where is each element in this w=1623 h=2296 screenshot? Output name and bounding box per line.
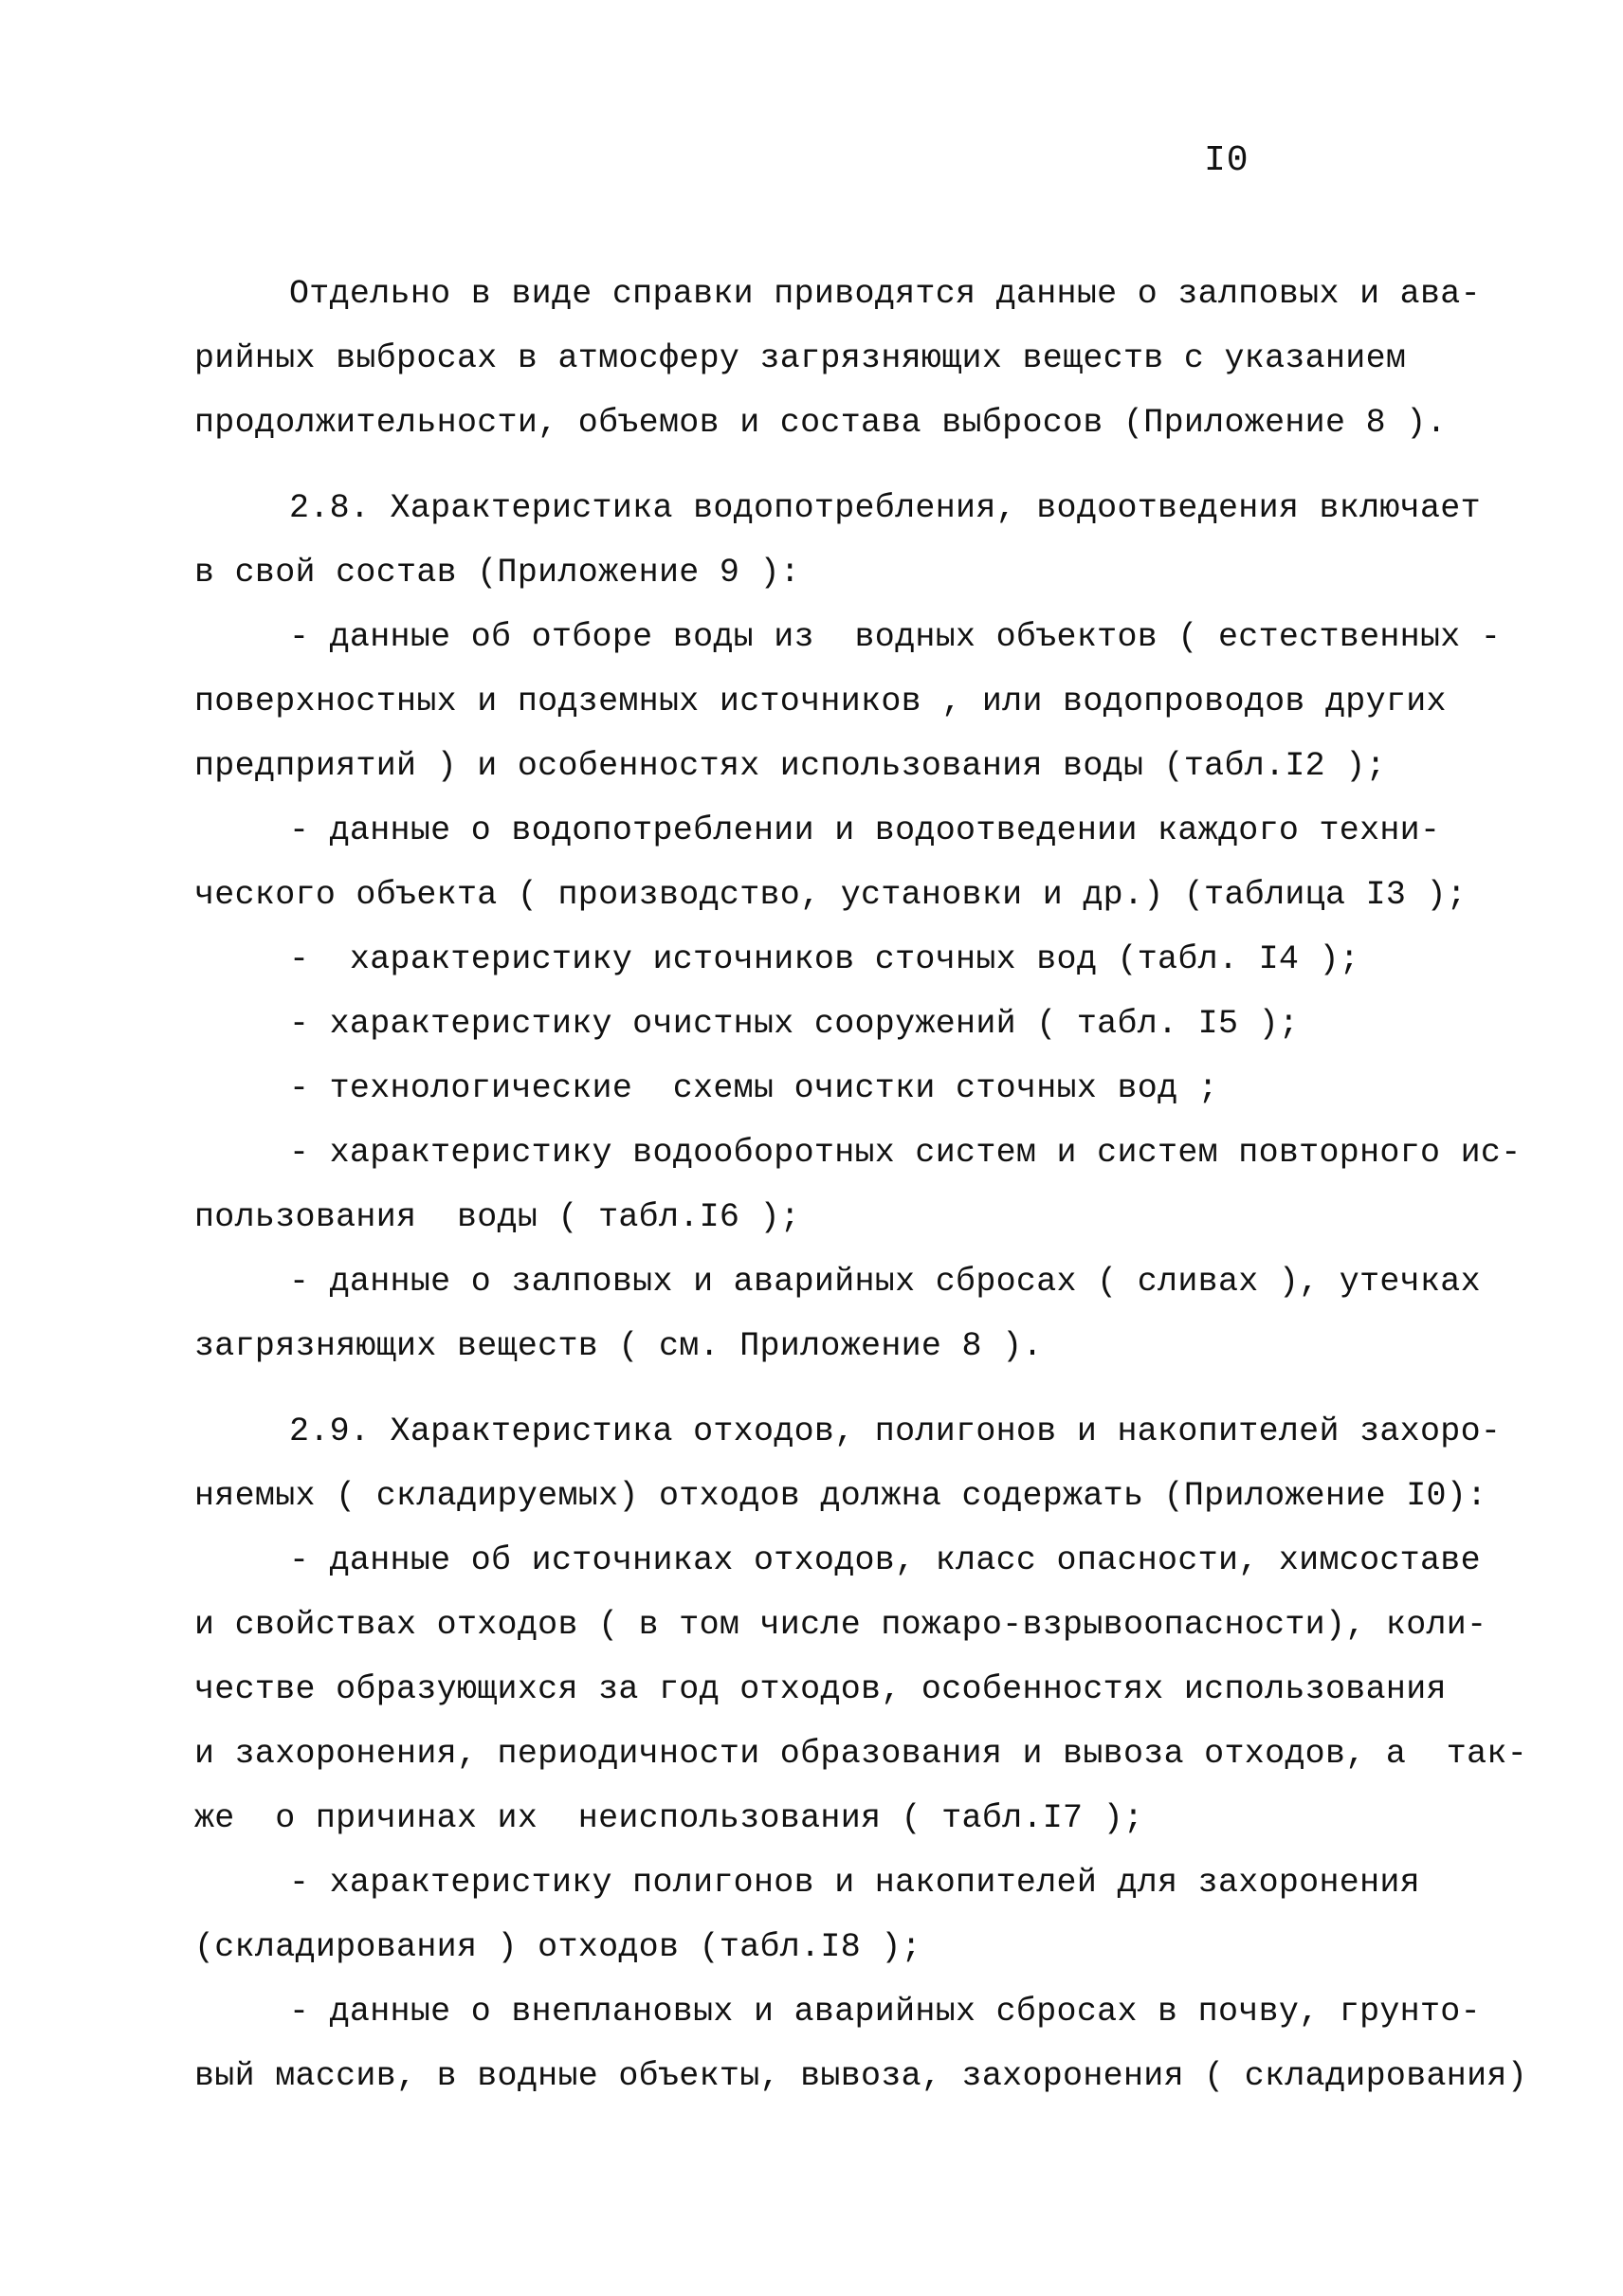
text-line: - характеристику очистных сооружений ( табл. I5 ); bbox=[289, 1005, 1300, 1043]
text-line: няемых ( складируемых) отходов должна содержать (Приложение I0): bbox=[194, 1477, 1487, 1515]
text-line: - данные о залповых и аварийных сбросах ( сливах ), утечках bbox=[289, 1263, 1481, 1301]
text-line: и захоронения, периодичности образования и вывоза отходов, а так- bbox=[194, 1735, 1528, 1773]
text-line: и свойствах отходов ( в том числе пожаро-взрывоопасности), коли- bbox=[194, 1606, 1487, 1644]
text-line: - характеристику источников сточных вод (табл. I4 ); bbox=[289, 940, 1360, 978]
text-line: - технологические схемы очистки сточных вод ; bbox=[289, 1069, 1218, 1107]
text-line: предприятий ) и особенностях использования воды (табл.I2 ); bbox=[194, 747, 1386, 785]
text-line: (складирования ) отходов (табл.I8 ); bbox=[194, 1928, 921, 1966]
text-line: ческого объекта ( производство, установки и др.) (таблица I3 ); bbox=[194, 876, 1468, 914]
page-number: I0 bbox=[1204, 140, 1249, 181]
text-line: поверхностных и подземных источников , или водопроводов других bbox=[194, 683, 1447, 720]
text-line: - данные о водопотреблении и водоотведении каждого техни- bbox=[289, 811, 1441, 849]
text-line: - данные об источниках отходов, класс опасности, химсоставе bbox=[289, 1541, 1481, 1579]
text-line: в свой состав (Приложение 9 ): bbox=[194, 554, 801, 592]
text-line: - данные о внеплановых и аварийных сбросах в почву, грунто- bbox=[289, 1993, 1481, 2031]
text-line: честве образующихся за год отходов, особенностях использования bbox=[194, 1670, 1447, 1708]
text-line: - данные об отборе воды из водных объектов ( естественных - bbox=[289, 618, 1502, 656]
text-line: - характеристику полигонов и накопителей для захоронения bbox=[289, 1864, 1420, 1902]
text-line: 2.8. Характеристика водопотребления, водоотведения включает bbox=[289, 489, 1481, 527]
text-line: рийных выбросах в атмосферу загрязняющих веществ с указанием bbox=[194, 339, 1407, 377]
text-line: Отдельно в виде справки приводятся данные о залповых и ава- bbox=[289, 275, 1481, 313]
text-line: 2.9. Характеристика отходов, полигонов и накопителей захоро- bbox=[289, 1412, 1502, 1450]
text-line: же о причинах их неиспользования ( табл.I7 ); bbox=[194, 1799, 1144, 1837]
text-line: - характеристику водооборотных систем и систем повторного ис- bbox=[289, 1134, 1522, 1172]
text-line: продолжительности, объемов и состава выбросов (Приложение 8 ). bbox=[194, 404, 1447, 442]
text-line: вый массив, в водные объекты, вывоза, захоронения ( складирования) bbox=[194, 2057, 1528, 2095]
text-line: загрязняющих веществ ( см. Приложение 8 ). bbox=[194, 1327, 1043, 1365]
text-line: пользования воды ( табл.I6 ); bbox=[194, 1198, 801, 1236]
